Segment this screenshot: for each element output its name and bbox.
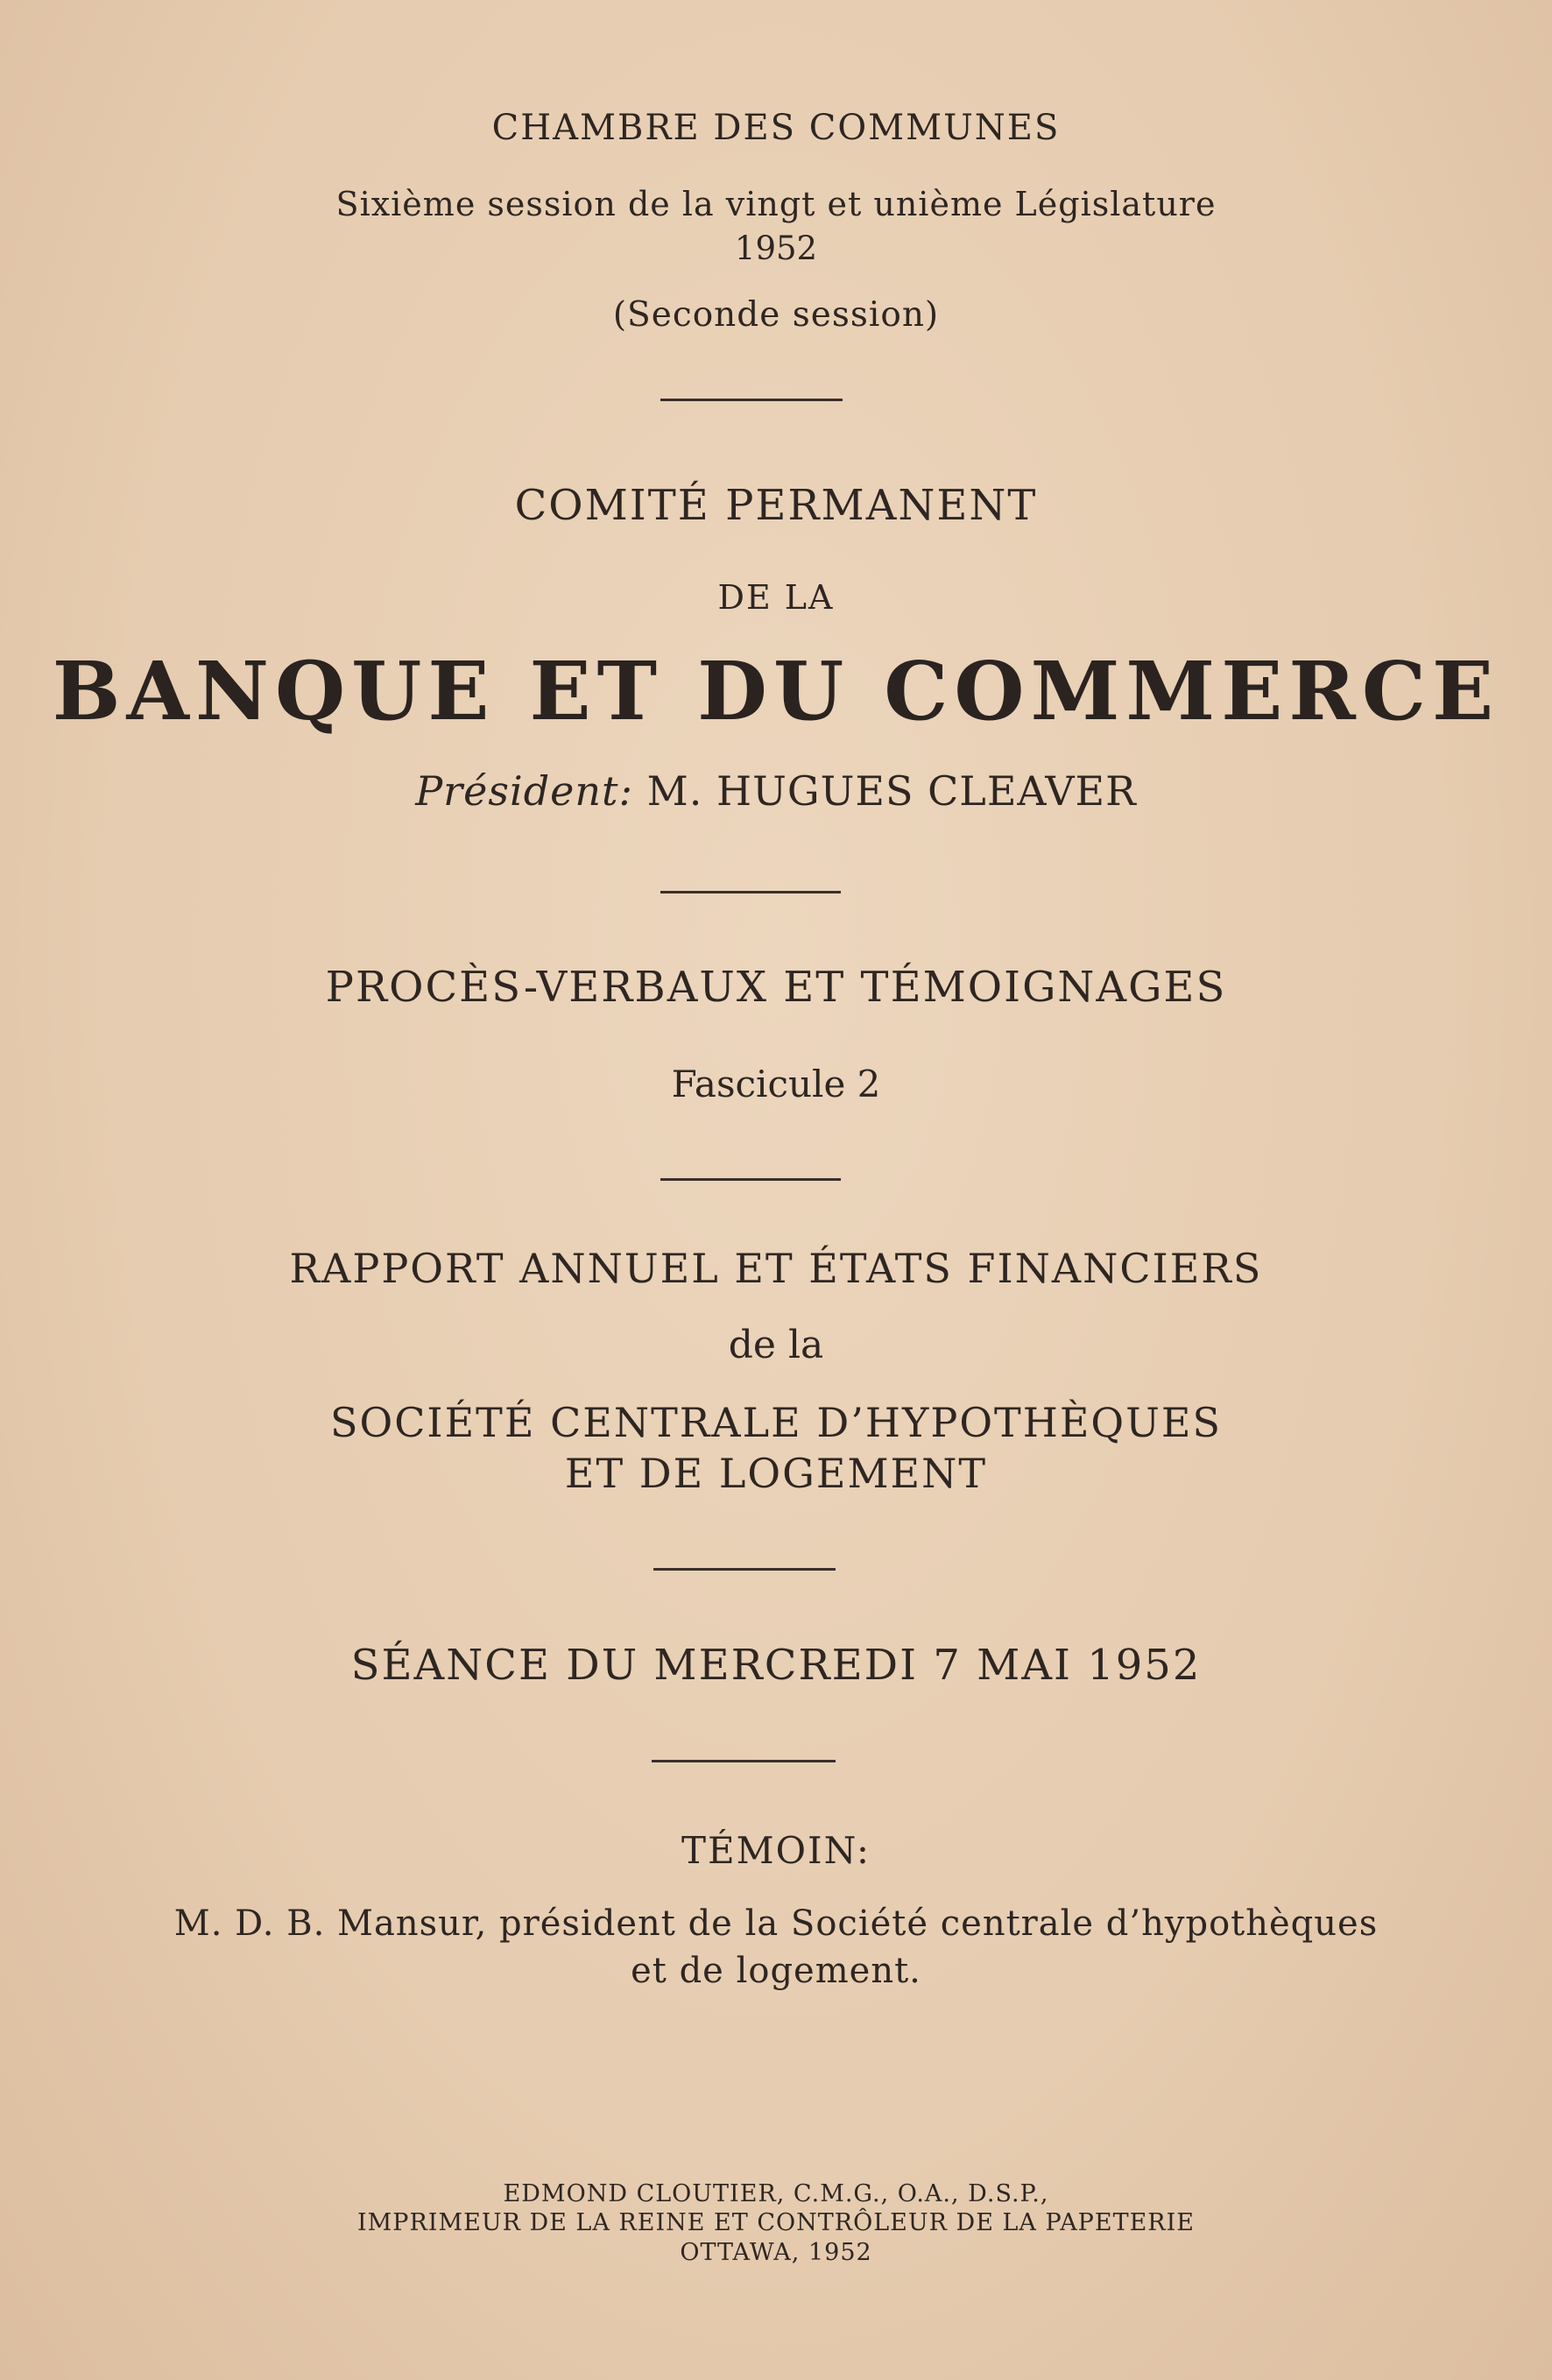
report-line1: RAPPORT ANNUEL ET ÉTATS FINANCIERS — [289, 1245, 1263, 1292]
second-session: (Seconde session) — [612, 295, 940, 335]
divider-5 — [652, 1760, 836, 1762]
president-name: M. HUGUES CLEAVER — [646, 767, 1137, 815]
witness-line2: et de logement. — [631, 1951, 921, 1991]
imprint-line1: EDMOND CLOUTIER, C.M.G., O.A., D.S.P., — [503, 2180, 1049, 2207]
sitting-date: SÉANCE DU MERCREDI 7 MAI 1952 — [350, 1641, 1202, 1690]
session-line: Sixième session de la vingt et unième Législature — [335, 185, 1217, 223]
report-line2: de la — [728, 1323, 824, 1367]
president-label: Président: — [415, 767, 633, 815]
divider-4 — [653, 1568, 836, 1571]
committee-line2: DE LA — [717, 578, 835, 617]
divider-1 — [660, 399, 843, 401]
session-year: 1952 — [734, 230, 818, 267]
report-line4: ET DE LOGEMENT — [564, 1450, 988, 1497]
fascicule-number: Fascicule 2 — [671, 1063, 881, 1105]
president-line — [0, 767, 1552, 815]
chamber-title: CHAMBRE DES COMMUNES — [491, 108, 1061, 148]
proceedings-title: PROCÈS-VERBAUX ET TÉMOIGNAGES — [325, 963, 1227, 1012]
report-line3: SOCIÉTÉ CENTRALE D’HYPOTHÈQUES — [330, 1399, 1222, 1446]
committee-line1: COMITÉ PERMANENT — [514, 481, 1038, 530]
divider-2 — [660, 891, 841, 893]
divider-3 — [660, 1178, 841, 1181]
witness-line1: M. D. B. Mansur, président de la Société centrale d’hypothèques — [173, 1903, 1379, 1944]
imprint-line3: OTTAWA, 1952 — [680, 2239, 872, 2266]
committee-name: BANQUE ET DU COMMERCE — [52, 644, 1500, 738]
imprint-line2: IMPRIMEUR DE LA REINE ET CONTRÔLEUR DE LA PAPETERIE — [356, 2209, 1195, 2236]
witness-label: TÉMOIN: — [681, 1829, 871, 1872]
